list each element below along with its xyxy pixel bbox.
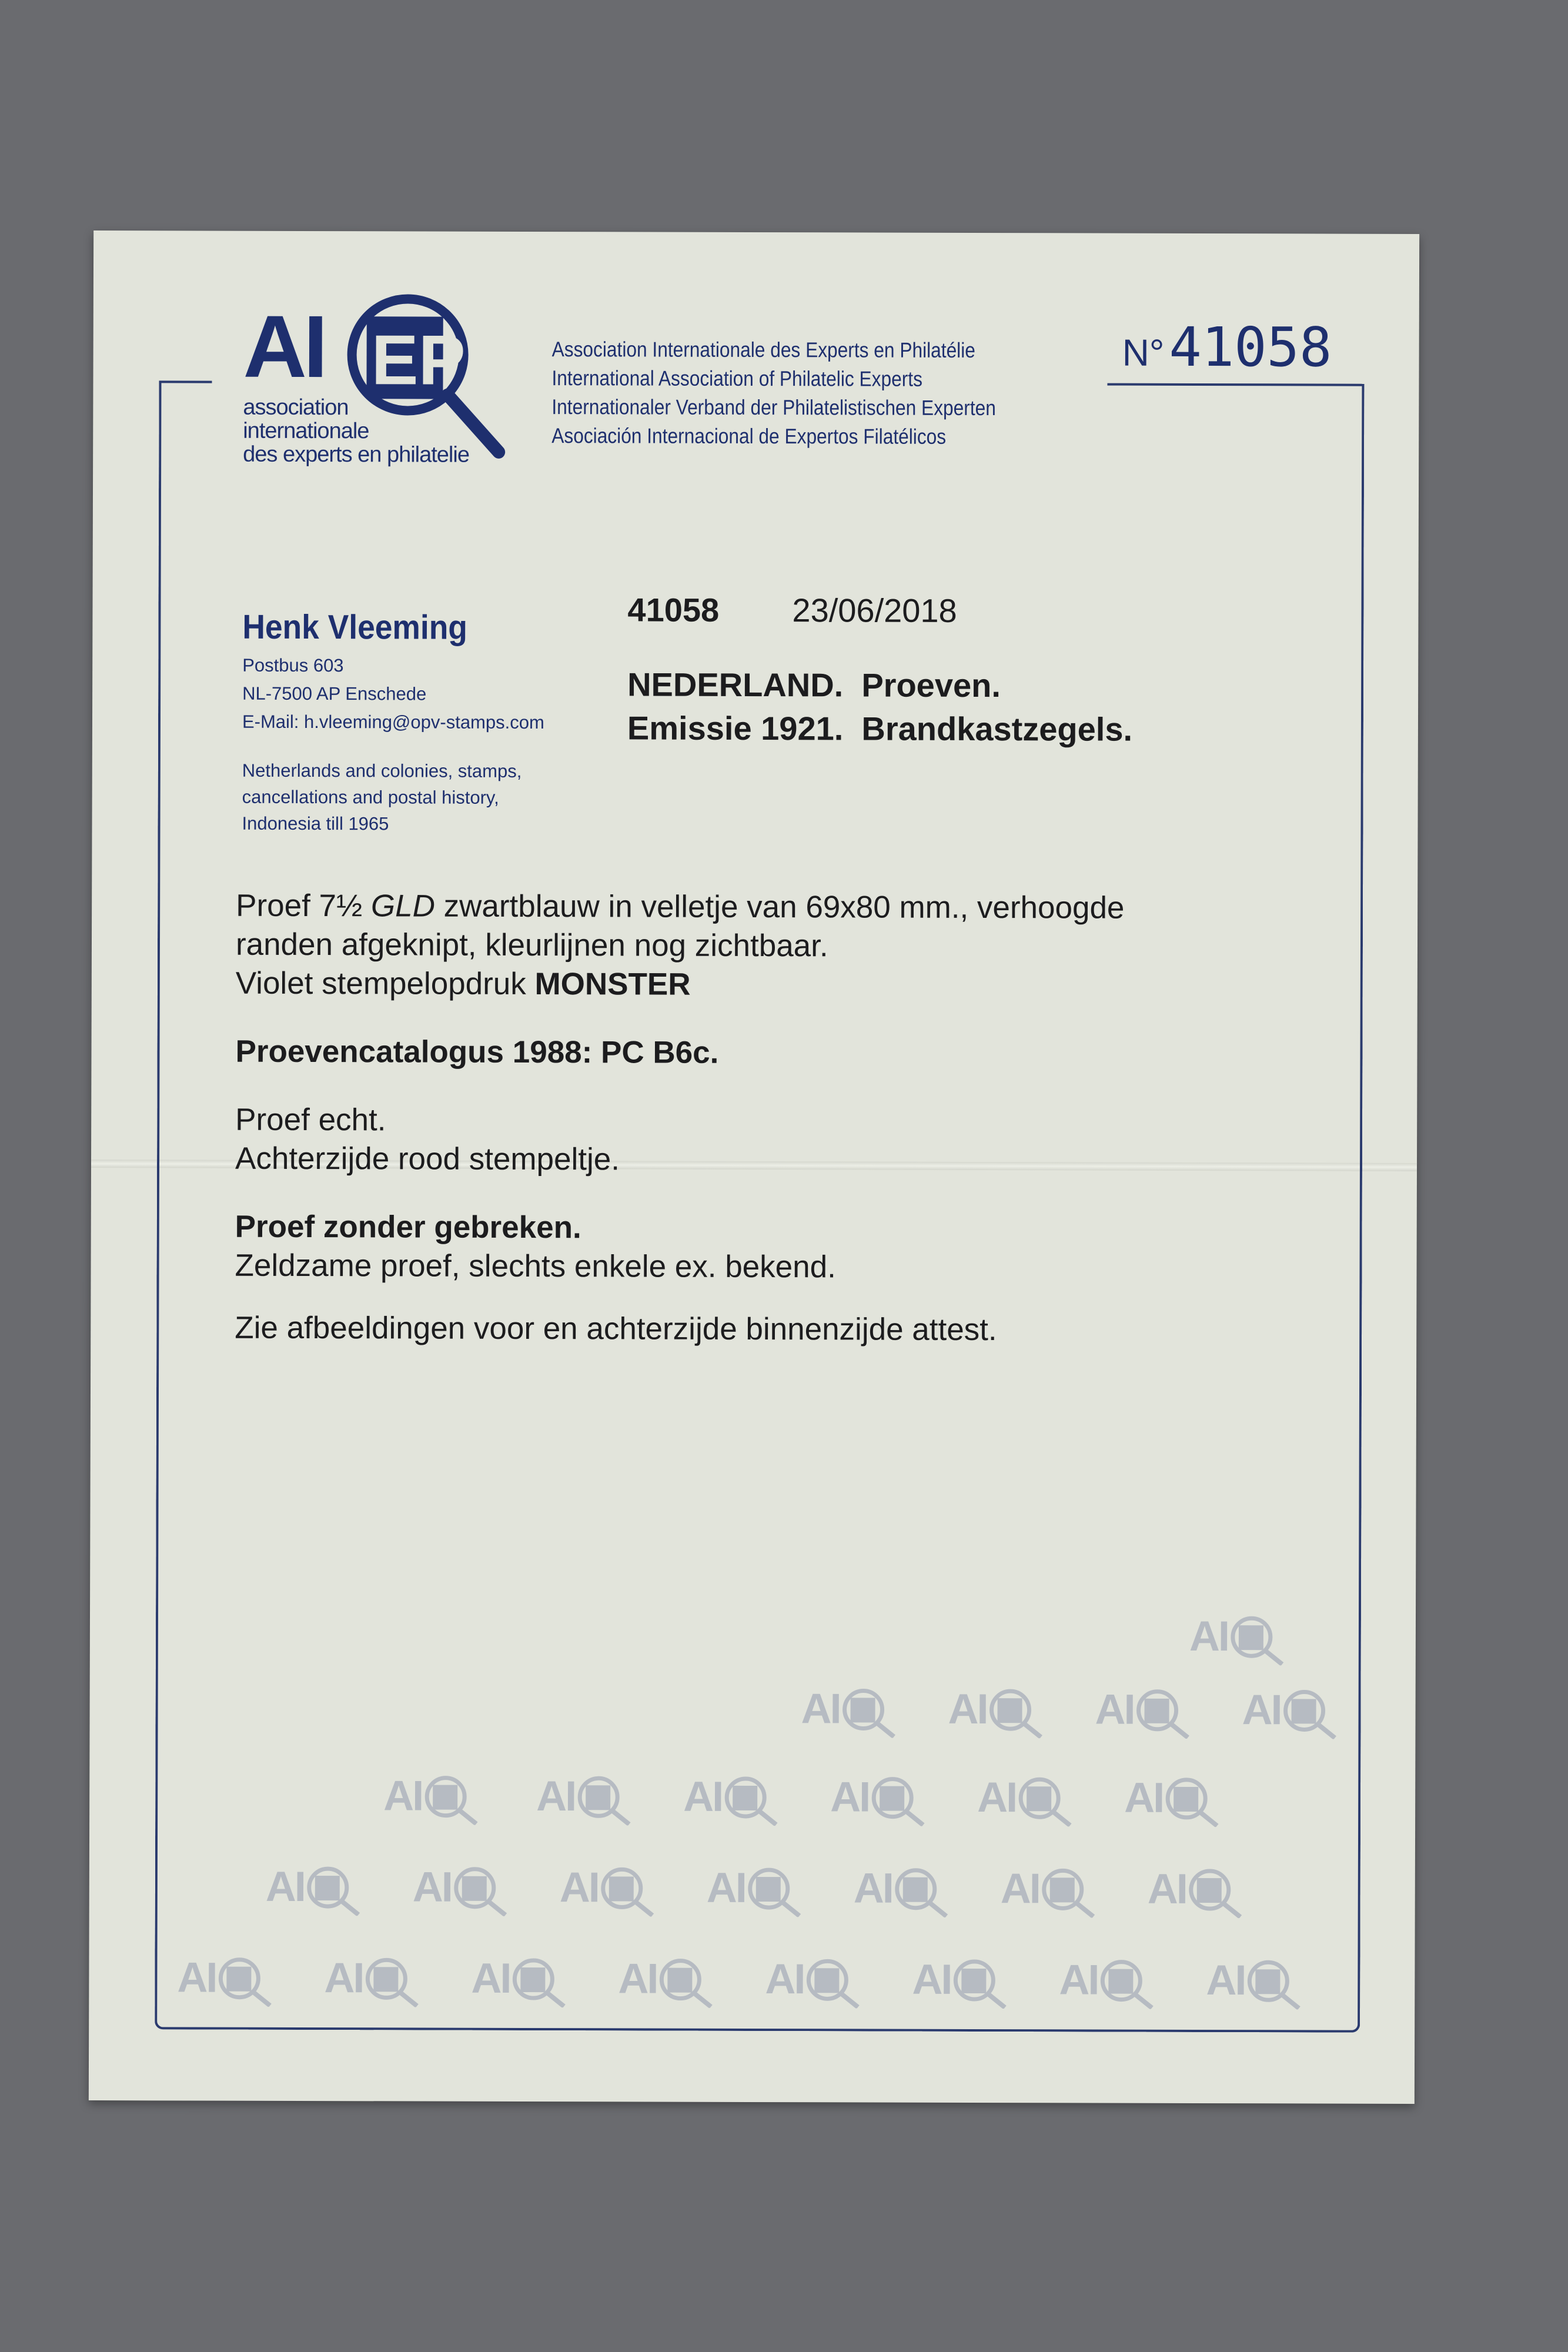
watermark-logo: AI bbox=[1095, 1686, 1192, 1739]
body-line: randen afgeknipt, kleurlijnen nog zichtbaar. bbox=[235, 927, 828, 964]
svg-text:EP: EP bbox=[371, 320, 466, 400]
watermark-logo: AI bbox=[830, 1773, 928, 1826]
specialty-line: Netherlands and colonies, stamps, bbox=[242, 760, 522, 781]
watermark-logo: AI bbox=[266, 1863, 363, 1916]
association-name-de: Internationaler Verband der Philatelistischen Experten bbox=[551, 395, 996, 420]
catalogue-reference: Proevencatalogus 1988: PC B6c. bbox=[235, 1034, 719, 1070]
expert-name: Henk Vleeming bbox=[242, 607, 468, 647]
expert-email: E-Mail: h.vleeming@opv-stamps.com bbox=[242, 711, 544, 733]
certificate-header bbox=[627, 590, 1133, 751]
body-line bbox=[236, 887, 1124, 928]
expert-address-line: NL-7500 AP Enschede bbox=[242, 683, 427, 704]
body-italic: GLD bbox=[370, 888, 436, 924]
body-line: Proef echt. bbox=[235, 1102, 386, 1138]
watermark-logo: AI bbox=[536, 1772, 634, 1825]
body-line bbox=[236, 964, 1124, 1005]
watermark-logo: AI bbox=[383, 1772, 481, 1825]
certificate-body bbox=[235, 887, 1124, 1350]
watermark-logo: AI bbox=[707, 1864, 804, 1917]
logo-subtitle-line: des experts en philatelie bbox=[243, 442, 470, 467]
body-line: Zie afbeeldingen voor en achterzijde binnenzijde attest. bbox=[235, 1310, 997, 1348]
watermark-logo: AI bbox=[854, 1864, 951, 1917]
specialty-line: Indonesia till 1965 bbox=[242, 813, 389, 834]
watermark-logo: AI bbox=[471, 1955, 569, 2007]
watermark-logo: AI bbox=[1242, 1686, 1339, 1739]
logo-subtitle-line: internationale bbox=[243, 418, 369, 444]
certificate-number bbox=[1122, 316, 1332, 379]
association-name-es: Asociación Internacional de Expertos Filatélicos bbox=[551, 423, 947, 449]
watermark-logo: AI bbox=[1124, 1774, 1222, 1827]
body-text: Violet stempelopdruk bbox=[235, 965, 535, 1002]
association-name-en: International Association of Philatelic Experts bbox=[551, 366, 923, 391]
watermark-logo: AI bbox=[1148, 1865, 1245, 1918]
number-label: N° bbox=[1122, 331, 1165, 374]
body-line: Achterzijde rood stempeltje. bbox=[235, 1141, 620, 1177]
watermark-logo: AI bbox=[683, 1773, 781, 1826]
logo-letters: AI bbox=[243, 296, 325, 396]
header-cert-number: 41058 bbox=[627, 591, 720, 629]
header-date: 23/06/2018 bbox=[792, 592, 957, 629]
watermark-logo: AI bbox=[560, 1863, 657, 1916]
watermark-logo: AI bbox=[1206, 1956, 1303, 2009]
watermark-logo: AI bbox=[413, 1863, 510, 1916]
watermark-logo: AI bbox=[324, 1954, 422, 2007]
header-title-line: Emissie 1921. Brandkastzegels. bbox=[627, 709, 1133, 748]
watermark-logo: AI bbox=[618, 1955, 716, 2007]
watermark-logo: AI bbox=[912, 1956, 1009, 2009]
watermark-logo: AI bbox=[1059, 1956, 1156, 2009]
expert-address-line: Postbus 603 bbox=[242, 654, 344, 676]
watermark-logo: AI bbox=[1001, 1865, 1098, 1917]
header-title-line: NEDERLAND. Proeven. bbox=[627, 666, 1001, 704]
body-text: zwartblauw in velletje van 69x80 mm., verhoogde bbox=[434, 888, 1125, 926]
watermark-logo: AI bbox=[1189, 1612, 1287, 1665]
expert-block bbox=[242, 607, 544, 837]
watermark-logo: AI bbox=[177, 1953, 275, 2006]
expert-specialty bbox=[242, 757, 544, 837]
watermark-logo: AI bbox=[801, 1685, 898, 1738]
aiep-logo bbox=[243, 290, 520, 479]
watermark-logo: AI bbox=[977, 1773, 1075, 1826]
watermark-logo: AI bbox=[948, 1685, 1045, 1738]
body-text: Proef 7½ bbox=[236, 888, 372, 924]
body-line: Zeldzame proef, slechts enkele ex. bekend. bbox=[235, 1248, 836, 1285]
logo-subtitle-line: association bbox=[243, 395, 349, 420]
certificate-sheet bbox=[89, 230, 1419, 2104]
watermark-logo: AI bbox=[765, 1955, 862, 2008]
association-name-fr: Association Internationale des Experts en Philatélie bbox=[551, 337, 975, 362]
association-names bbox=[551, 335, 996, 451]
body-bold: MONSTER bbox=[534, 967, 691, 1002]
condition-statement: Proef zonder gebreken. bbox=[235, 1209, 581, 1245]
number-value: 41058 bbox=[1169, 315, 1332, 379]
logo-subtitle bbox=[243, 396, 469, 467]
specialty-line: cancellations and postal history, bbox=[242, 786, 499, 808]
